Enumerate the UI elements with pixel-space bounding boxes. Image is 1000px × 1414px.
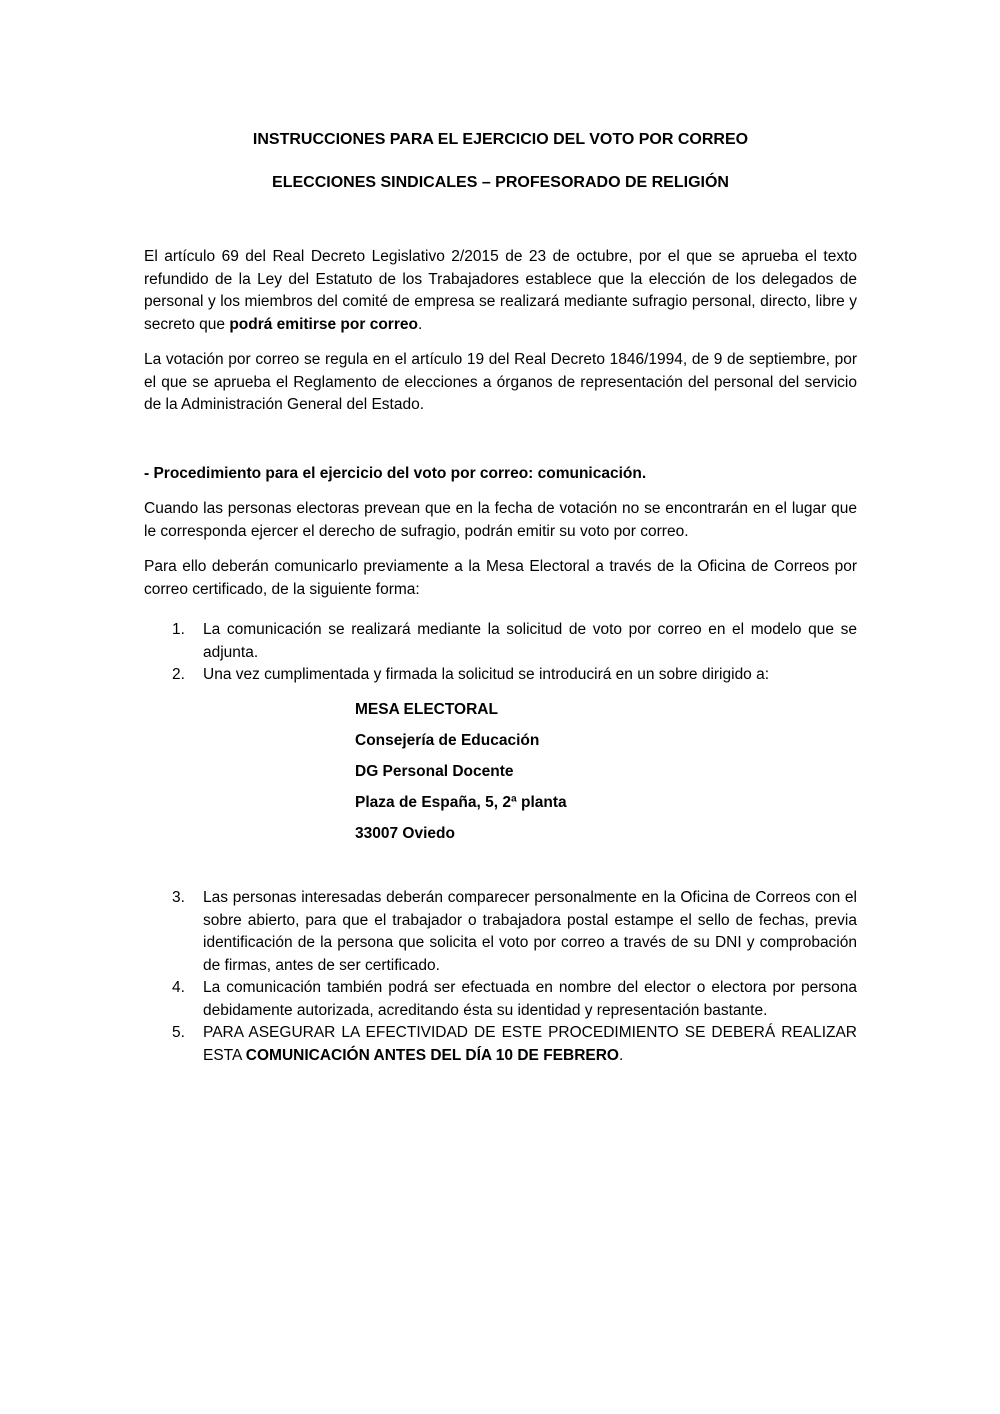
document-title-line-1: INSTRUCCIONES PARA EL EJERCICIO DEL VOTO POR CORREO bbox=[252, 131, 749, 148]
numbered-list bbox=[144, 619, 857, 1067]
document-title-line-2: ELECCIONES SINDICALES – PROFESORADO DE RELIGIÓN bbox=[272, 174, 729, 191]
section-heading-procedure: - Procedimiento para el ejercicio del voto por correo: comunicación. bbox=[144, 464, 647, 482]
address-line-street: Plaza de España, 5, 2ª planta bbox=[355, 793, 567, 811]
paragraph-regulation: La votación por correo se regula en el artículo 19 del Real Decreto 1846/1994, de 9 de septiembre, por el que se aprueba el Reglamento de elecciones a órganos de representación del personal del servicio de la Administración General del Estado. bbox=[144, 351, 857, 413]
list-marker-5: 5. bbox=[172, 1024, 185, 1041]
address-line-city: 33007 Oviedo bbox=[355, 824, 455, 842]
document-body bbox=[144, 246, 857, 1067]
paragraph-when-vote-by-mail: Cuando las personas electoras prevean que en la fecha de votación no se encontrarán en el lugar que le corresponda ejercer el derecho de sufragio, podrán emitir su voto por correo. bbox=[144, 500, 857, 540]
paragraph-text: El artículo 69 del Real Decreto Legislativo 2/2015 de 23 de octubre, por el que se aprueba el texto refundido de la Ley del Estatuto de los Trabajadores establece que la elección de los delegados de personal y los miembros del comité de empresa se realizará mediante sufragio personal, directo, libre y secreto que bbox=[144, 248, 857, 333]
list-item-1-text: La comunicación se realizará mediante la solicitud de voto por correo en el modelo que se adjunta. bbox=[203, 621, 857, 661]
mailing-address-block bbox=[355, 699, 857, 846]
paragraph-bold-text: podrá emitirse por correo bbox=[229, 315, 418, 333]
list-item-3-text: Las personas interesadas deberán comparecer personalmente en la Oficina de Correos con el sobre abierto, para que el trabajador o trabajadora postal estampe el sello de fechas, previa identificación de la persona que solicita el voto por correo a través de su DNI y comprobación de firmas, antes de ser certificado. bbox=[203, 889, 857, 974]
list-item-2 bbox=[144, 664, 857, 687]
paragraph-how-to-communicate: Para ello deberán comunicarlo previamente a la Mesa Electoral a través de la Oficina de Correos por correo certificado, de la siguiente forma: bbox=[144, 558, 857, 598]
list-marker-3: 3. bbox=[172, 889, 185, 906]
address-line-recipient: MESA ELECTORAL bbox=[355, 700, 498, 718]
list-item-5-bold-text: COMUNICACIÓN ANTES DEL DÍA 10 DE FEBRERO bbox=[245, 1046, 619, 1064]
list-item-5-text bbox=[203, 1022, 857, 1067]
list-item-3 bbox=[144, 887, 857, 977]
list-item-5-normal-text: PARA ASEGURAR LA EFECTIVIDAD DE ESTE PROCEDIMIENTO SE DEBERÁ REALIZAR ESTA bbox=[203, 1024, 857, 1064]
list-marker-1: 1. bbox=[172, 621, 185, 638]
list-item-4-text: La comunicación también podrá ser efectuada en nombre del elector o electora por persona debidamente autorizada, acreditando ésta su identidad y representación bastante. bbox=[203, 979, 857, 1019]
paragraph-period: . bbox=[417, 315, 423, 333]
list-item-2-text: Una vez cumplimentada y firmada la solicitud se introducirá en un sobre dirigido a: bbox=[203, 666, 770, 683]
address-line-department: Consejería de Educación bbox=[355, 731, 540, 749]
list-item-1 bbox=[144, 619, 857, 664]
list-item-5-period: . bbox=[618, 1046, 624, 1064]
list-marker-2: 2. bbox=[172, 666, 185, 683]
list-item-5 bbox=[144, 1022, 857, 1067]
list-marker-4: 4. bbox=[172, 979, 185, 996]
paragraph-legal-basis bbox=[144, 246, 857, 336]
list-item-4 bbox=[144, 977, 857, 1022]
address-line-directorate: DG Personal Docente bbox=[355, 762, 514, 780]
